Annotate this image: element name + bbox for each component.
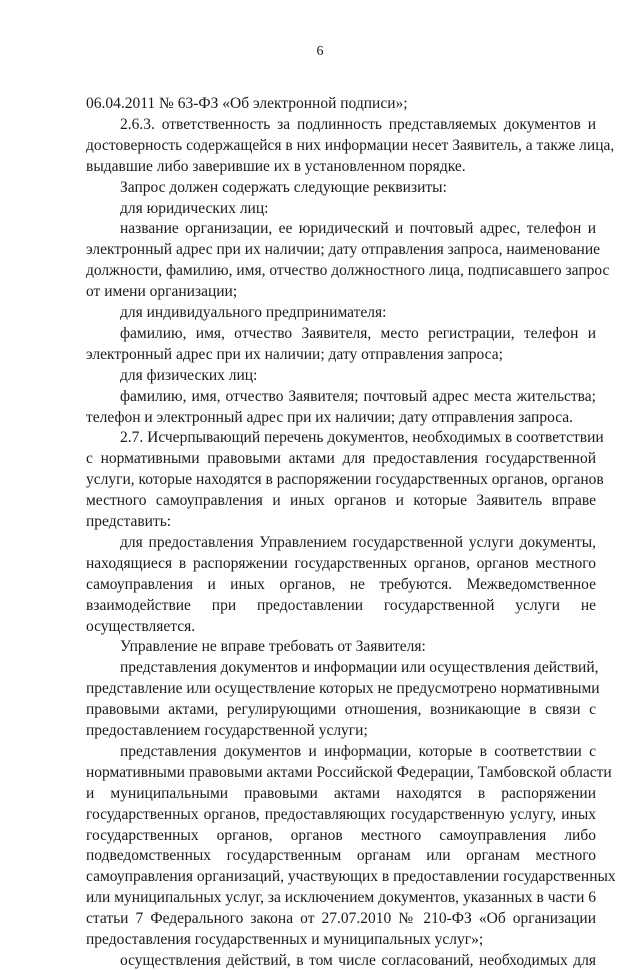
text-line: предоставлением государственной услуги;: [86, 722, 368, 739]
text-line: государственных органов, органов местного самоуправления либо: [86, 826, 596, 844]
text-line: 06.04.2011 № 63-ФЗ «Об электронной подписи»;: [86, 95, 408, 112]
text-line: находящиеся в распоряжении государственных органов, органов местного: [86, 554, 596, 572]
text-line: взаимодействие при предоставлении государственной услуги не: [86, 596, 596, 614]
text-line: предоставления государственных и муниципальных услуг»;: [86, 931, 484, 948]
text-line: с нормативными правовыми актами для предоставления государственной: [86, 450, 596, 468]
text-line: телефон и электронный адрес при их наличии; дату отправления запроса.: [86, 408, 574, 426]
text-line: местного самоуправления и иных органов и которые Заявитель вправе: [86, 492, 596, 510]
text-line: для юридических лиц:: [120, 199, 269, 217]
text-line: электронный адрес при их наличии; дату отправления запроса, наименование: [86, 241, 600, 259]
text-line: фамилию, имя, отчество Заявителя; почтовый адрес места жительства;: [120, 387, 596, 405]
text-line: государственных органов, предоставляющих государственную услугу, иных: [86, 805, 596, 823]
text-line: электронный адрес при их наличии; дату отправления запроса;: [86, 345, 503, 363]
text-line: самоуправления и иных органов, не требуются. Межведомственное: [86, 575, 596, 593]
text-line: представление или осуществление которых не предусмотрено нормативными: [86, 680, 600, 698]
text-line: Запрос должен содержать следующие реквизиты:: [120, 178, 447, 196]
text-line: выдавшие либо заверившие их в установленном порядке.: [86, 157, 466, 175]
text-line: фамилию, имя, отчество Заявителя, место регистрации, телефон и: [120, 324, 596, 342]
text-line: правовыми актами, регулирующими отношения, возникающие в связи с: [86, 701, 596, 719]
text-line: и муниципальными правовыми актами находятся в распоряжении: [86, 784, 596, 802]
text-line: осуществляется.: [86, 617, 196, 635]
page-number: 6: [316, 44, 324, 59]
text-line: должности, фамилию, имя, отчество должностного лица, подписавшего запрос: [86, 262, 610, 280]
text-line: достоверность содержащейся в них информации несет Заявитель, а также лица,: [86, 136, 615, 154]
text-line: название организации, ее юридический и почтовый адрес, телефон и: [120, 220, 596, 238]
text-line: или муниципальных услуг, за исключением документов, указанных в части 6: [86, 889, 596, 907]
text-line: подведомственных государственным органам или органам местного: [86, 847, 596, 865]
text-line: для предоставления Управлением государственной услуги документы,: [120, 533, 596, 551]
text-line: от имени организации;: [86, 283, 238, 301]
text-line: Управление не вправе требовать от Заявителя:: [120, 638, 426, 656]
text-line: осуществления действий, в том числе согласований, необходимых для: [120, 951, 596, 969]
text-line: 2.6.3. ответственность за подлинность представляемых документов и: [120, 115, 596, 133]
text-line: представления документов и информации, которые в соответствии с: [120, 742, 596, 760]
text-line: 2.7. Исчерпывающий перечень документов, необходимых в соответствии: [120, 429, 604, 447]
text-line: представления документов и информации или осуществления действий,: [120, 659, 599, 677]
text-line: для физических лиц:: [120, 366, 258, 384]
text-line: самоуправления организаций, участвующих в предоставлении государственных: [86, 868, 616, 886]
text-line: нормативными правовыми актами Российской Федерации, Тамбовской области: [86, 763, 612, 781]
text-line: статьи 7 Федерального закона от 27.07.2010 № 210-ФЗ «Об организации: [86, 910, 596, 928]
text-line: представить:: [86, 513, 172, 530]
text-line: услуги, которые находятся в распоряжении государственных органов, органов: [86, 471, 604, 489]
text-line: для индивидуального предпринимателя:: [120, 304, 387, 321]
